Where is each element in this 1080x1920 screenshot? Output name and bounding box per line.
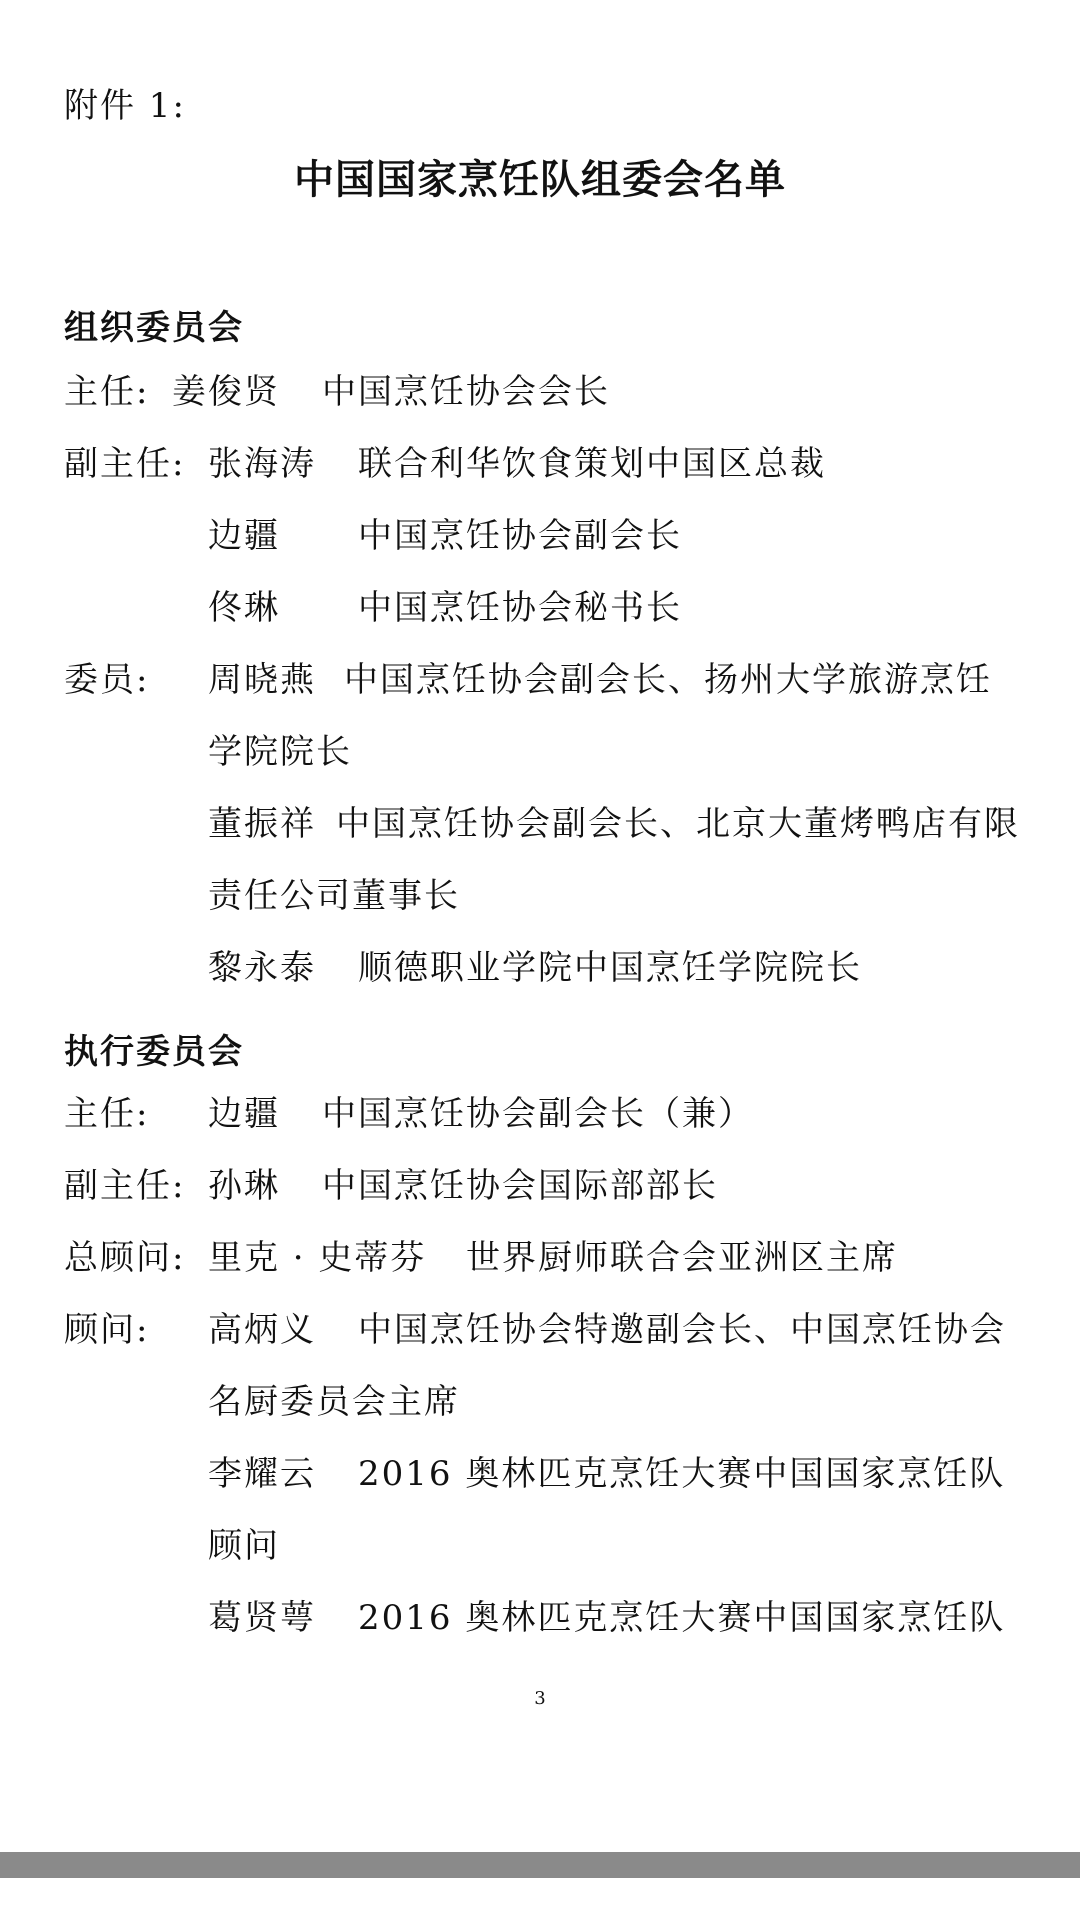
exec-adviser-desc: 2016 奥林匹克烹饪大赛中国国家烹饪队 — [358, 1454, 1006, 1494]
document-title: 中国国家烹饪队组委会名单 — [294, 157, 786, 203]
attachment-label: 附件 1: — [64, 86, 186, 126]
org-director-desc: 中国烹饪协会会长 — [322, 372, 610, 412]
org-deputy-name: 张海涛 — [208, 444, 316, 484]
org-deputy-role: 副主任: — [64, 444, 186, 484]
exec-chief-adviser-name: 里克 · 史蒂芬 — [208, 1238, 427, 1278]
org-deputy-row — [64, 500, 1024, 572]
org-member-desc: 顺德职业学院中国烹饪学院院长 — [358, 948, 862, 988]
exec-adviser-desc: 2016 奥林匹克烹饪大赛中国国家烹饪队 — [358, 1598, 1006, 1638]
exec-adviser-name: 李耀云 — [208, 1454, 316, 1494]
org-deputy-desc: 中国烹饪协会秘书长 — [358, 588, 682, 628]
bottom-bar — [0, 1852, 1080, 1878]
org-deputy-desc: 中国烹饪协会副会长 — [358, 516, 682, 556]
exec-adviser-desc: 中国烹饪协会特邀副会长、中国烹饪协会 — [358, 1310, 1006, 1350]
exec-director-desc: 中国烹饪协会副会长（兼） — [322, 1094, 754, 1134]
exec-adviser-name: 高炳义 — [208, 1310, 316, 1350]
exec-adviser-name: 葛贤萼 — [208, 1598, 316, 1638]
org-deputy-row — [64, 428, 1024, 500]
org-deputy-name: 边疆 — [208, 516, 280, 556]
section-heading-executive-committee: 执行委员会 — [64, 1032, 244, 1072]
section-heading-organizing-committee: 组织委员会 — [64, 308, 244, 348]
page-number: 3 — [534, 1688, 546, 1709]
exec-deputy-role: 副主任: — [64, 1166, 186, 1206]
org-director-row — [64, 356, 1024, 428]
org-member-desc-continued: 责任公司董事长 — [208, 876, 460, 916]
exec-adviser-row — [64, 1294, 1024, 1366]
org-member-desc: 中国烹饪协会副会长、扬州大学旅游烹饪 — [344, 660, 992, 700]
org-director-name: 姜俊贤 — [172, 372, 280, 412]
org-member-name: 黎永泰 — [208, 948, 316, 988]
exec-chief-adviser-role: 总顾问: — [64, 1238, 186, 1278]
org-member-row — [64, 932, 1024, 1004]
org-member-name: 董振祥 — [208, 804, 316, 844]
exec-adviser-desc-continued: 顾问 — [208, 1526, 280, 1566]
org-member-row — [64, 644, 1024, 716]
org-deputy-name: 佟琳 — [208, 588, 280, 628]
org-member-name: 周晓燕 — [208, 660, 316, 700]
org-member-role: 委员: — [64, 660, 150, 700]
exec-adviser-row — [64, 1438, 1024, 1510]
org-member-desc: 中国烹饪协会副会长、北京大董烤鸭店有限 — [336, 804, 1020, 844]
exec-director-role: 主任: — [64, 1094, 150, 1134]
org-member-row — [64, 788, 1024, 860]
org-director-role: 主任: — [64, 372, 150, 412]
exec-adviser-row — [64, 1582, 1024, 1654]
exec-director-row — [64, 1078, 1024, 1150]
exec-deputy-desc: 中国烹饪协会国际部部长 — [322, 1166, 718, 1206]
exec-chief-adviser-desc: 世界厨师联合会亚洲区主席 — [466, 1238, 898, 1278]
exec-deputy-row — [64, 1150, 1024, 1222]
org-member-desc-continued: 学院院长 — [208, 732, 352, 772]
org-deputy-desc: 联合利华饮食策划中国区总裁 — [358, 444, 826, 484]
org-deputy-row — [64, 572, 1024, 644]
exec-director-name: 边疆 — [208, 1094, 280, 1134]
exec-adviser-role: 顾问: — [64, 1310, 150, 1350]
exec-chief-adviser-row — [64, 1222, 1024, 1294]
exec-deputy-name: 孙琳 — [208, 1166, 280, 1206]
exec-adviser-desc-continued: 名厨委员会主席 — [208, 1382, 460, 1422]
